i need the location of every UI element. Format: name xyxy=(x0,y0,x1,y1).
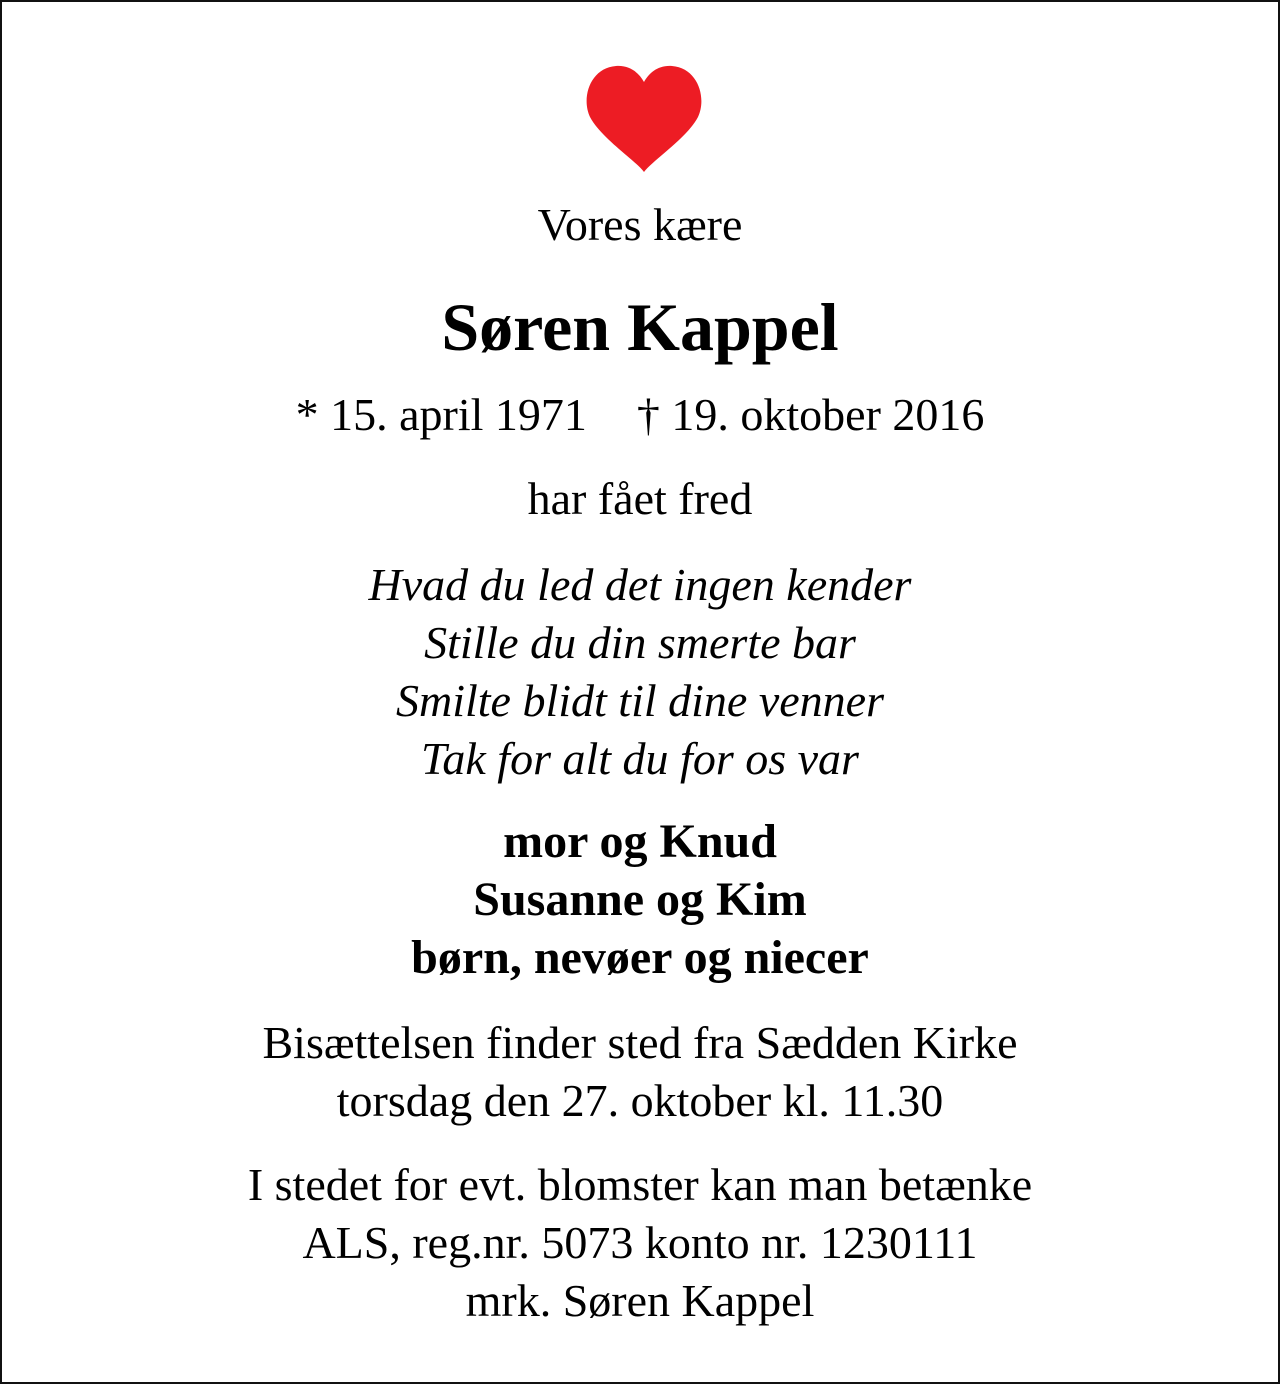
donation-line: ALS, reg.nr. 5073 konto nr. 1230111 xyxy=(302,1217,978,1268)
verse-line: Tak for alt du for os var xyxy=(421,733,859,784)
intro-text: Vores kære xyxy=(537,199,743,250)
verse-line: Hvad du led det ingen kender xyxy=(368,559,912,610)
deceased-name: Søren Kappel xyxy=(441,289,839,365)
life-dates xyxy=(2,388,1278,441)
family-line: børn, nevøer og niecer xyxy=(411,931,869,984)
family-line: mor og Knud xyxy=(503,815,777,868)
verse-line: Smilte blidt til dine venner xyxy=(395,675,884,726)
birth-date: * 15. april 1971 xyxy=(295,389,587,440)
heart-shape xyxy=(587,66,702,172)
family-line: Susanne og Kim xyxy=(473,873,807,926)
verse-line: Stille du din smerte bar xyxy=(424,617,856,668)
heart-icon xyxy=(585,64,703,172)
donation-line: mrk. Søren Kappel xyxy=(465,1275,815,1326)
donation-line: I stedet for evt. blomster kan man betænke xyxy=(247,1159,1033,1210)
peace-text: har fået fred xyxy=(527,473,753,524)
ceremony-line: torsdag den 27. oktober kl. 11.30 xyxy=(336,1075,944,1126)
death-date: † 19. oktober 2016 xyxy=(636,389,985,440)
ceremony-line: Bisættelsen finder sted fra Sædden Kirke xyxy=(262,1017,1018,1068)
